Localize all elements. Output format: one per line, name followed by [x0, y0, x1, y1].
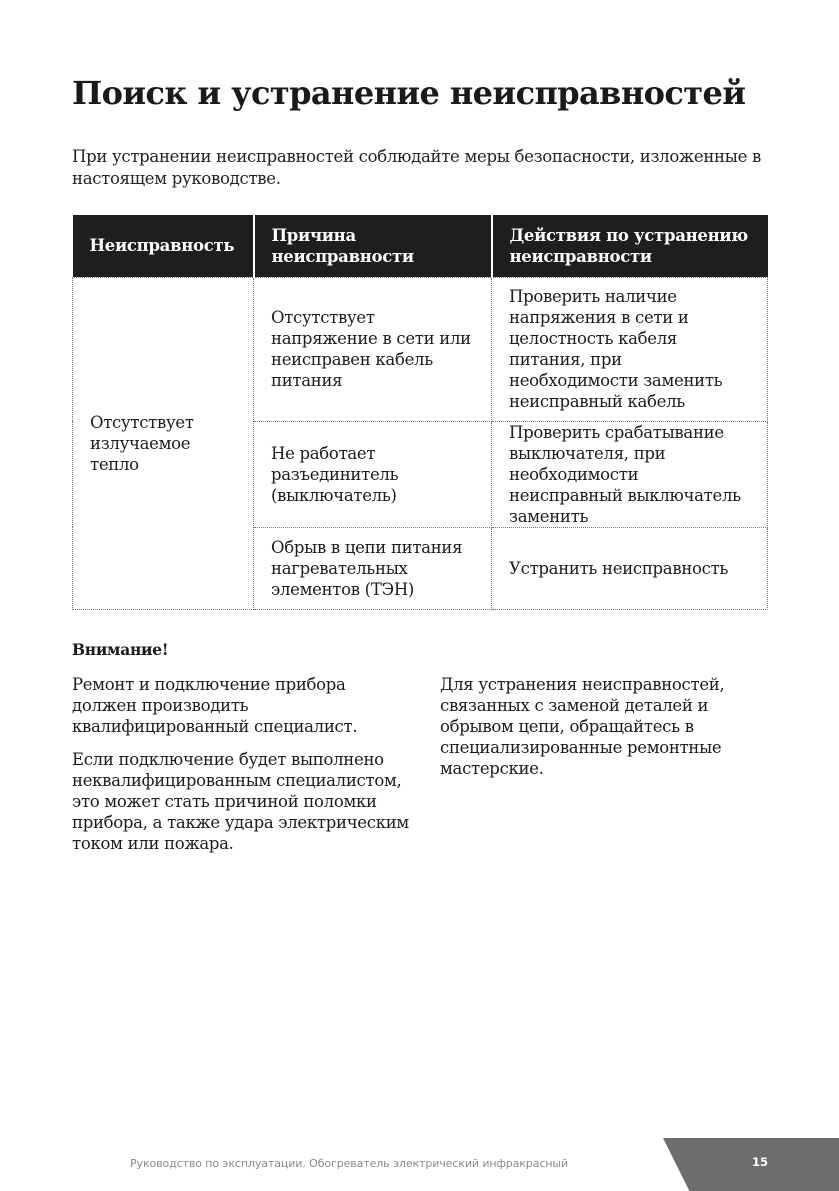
header-fault: Неисправность — [73, 215, 254, 277]
cause-cell: Не работает разъединитель (выключатель) — [254, 421, 492, 527]
attention-left-column — [72, 674, 412, 866]
intro-text: При устранении неисправностей соблюдайте меры безопасности, изложенные в настоящем руководстве. — [72, 147, 761, 188]
page-title: Поиск и устранение неисправностей — [72, 74, 746, 112]
footer-text: Руководство по эксплуатации. Обогреватель электрический инфракрасный — [130, 1157, 569, 1170]
fault-cell: Отсутствует излучаемое тепло — [73, 277, 254, 609]
attention-right-column — [440, 674, 780, 791]
action-cell: Проверить наличие напряжения в сети и целостность кабеля питания, при необходимости заменить неисправный кабель — [492, 277, 768, 421]
footer-page-tab — [663, 1138, 839, 1191]
cause-cell: Отсутствует напряжение в сети или неисправен кабель питания — [254, 277, 492, 421]
table-row — [73, 277, 768, 421]
troubleshooting-table — [72, 215, 768, 610]
action-cell: Устранить неисправность — [492, 527, 768, 609]
header-action: Действия по устранению неисправности — [492, 215, 768, 277]
attention-heading: Внимание! — [72, 640, 169, 659]
cause-cell: Обрыв в цепи питания нагревательных элементов (ТЭН) — [254, 527, 492, 609]
page-number: 15 — [752, 1155, 769, 1169]
attention-paragraph: Для устранения неисправностей, связанных с заменой деталей и обрывом цепи, обращайтесь в специализированные ремонтные мастерские. — [440, 675, 725, 778]
header-cause: Причина неисправности — [254, 215, 492, 277]
table-header-row — [73, 215, 768, 277]
attention-paragraph: Ремонт и подключение прибора должен производить квалифицированный специалист. — [72, 675, 358, 736]
attention-paragraph: Если подключение будет выполнено неквалифицированным специалистом, это может стать причиной поломки прибора, а также удара электрическим током или пожара. — [72, 750, 409, 853]
action-cell: Проверить срабатывание выключателя, при необходимости неисправный выключатель заменить — [492, 421, 768, 527]
